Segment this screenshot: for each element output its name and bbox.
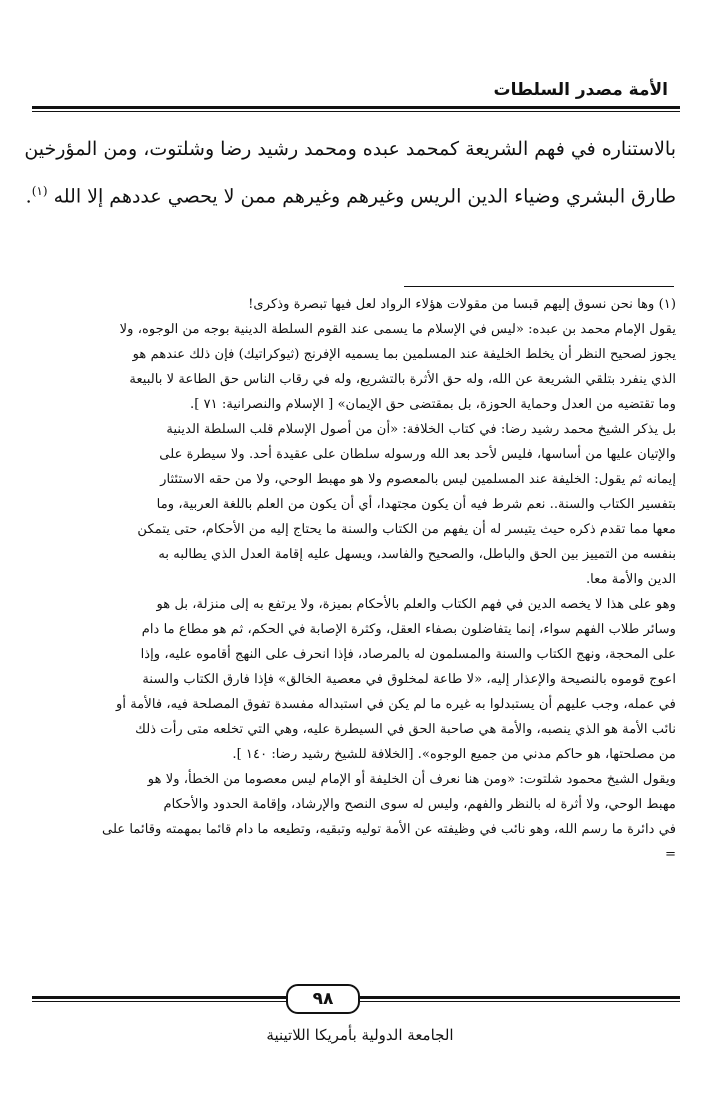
footnote-line: الذي ينفرد بتلقي الشريعة عن الله، وله حق الأثرة بالتشريع، وله في رقاب الناس حق الطاعة لا بالبيعة — [129, 372, 676, 387]
footnote-continuation-mark: = — [664, 847, 676, 862]
footnote-line: يجوز لصحيح النظر أن يخلط الخليفة عند المسلمين بما يسميه الإفرنج (ثيوكراتيك) فإن ذلك عندهم هو — [132, 347, 676, 362]
footnote-line: الدين والأمة معا. — [585, 572, 676, 587]
body-text — [24, 128, 676, 217]
footnote-line: والإتيان عليها من أساسها، فليس لأحد بعد الله ورسوله سلطان على عقيدة أحد. ولا سيطرة على — [159, 447, 676, 462]
page-number: ٩٨ — [286, 984, 360, 1014]
footnote-line: على المحجة، ونهج الكتاب والسنة والمسلمون له بالمرصاد، فإذا انحرف على النهج أقاموه عليه، وإذا — [140, 647, 676, 662]
footnote-line: نائب الأمة هو الذي ينصبه، والأمة هي صاحبة الحق في السيطرة عليه، وهي التي تخلعه متى رأت ذلك — [135, 722, 676, 737]
body-line-1: بالاستناره في فهم الشريعة كمحمد عبده ومحمد رشيد رضا وشلتوت، ومن المؤرخين — [24, 138, 676, 160]
footnote-line: يقول الإمام محمد بن عبده: «ليس في الإسلام ما يسمى عند القوم السلطة الدينية بوجه من الوجوه، ولا — [119, 322, 676, 337]
footnote-line: في عمله، وجب عليهم أن يستبدلوا به غيره ما لم يكن في استبداله مفسدة تفوق المصلحة فيه، فالأمة أو — [116, 697, 676, 712]
footnote-reference[interactable]: (١) — [31, 184, 48, 198]
footnote-line: وهو على هذا لا يخصه الدين في فهم الكتاب والعلم بالأحكام بميزة، ولا يرتفع به إلى منزلة، بل هو — [156, 597, 676, 612]
footnote-line: بتفسير الكتاب والسنة.. نعم شرط فيه أن يكون مجتهدا، أي أن يكون من العلم باللغة العربية، وما — [156, 497, 676, 512]
footer-publisher: الجامعة الدولية بأمريكا اللاتينية — [266, 1026, 454, 1044]
footnote-line: ويقول الشيخ محمود شلتوت: «ومن هنا نعرف أن الخليفة أو الإمام ليس معصوما من الخطأ، ولا هو — [147, 772, 676, 787]
footnote-line: بنفسه من التمييز بين الحق والباطل، والصحيح والفاسد، ويسهل عليه إقامة العدل الذي يطالبه به — [158, 547, 676, 562]
footnote-line: (١) وها نحن نسوق إليهم قبسا من مقولات هؤلاء الرواد لعل فيها تبصرة وذكرى! — [248, 297, 676, 312]
footnotes — [36, 292, 676, 867]
footnote-line: اعوج قوموه بالنصيحة والإعذار إليه، «لا طاعة لمخلوق في معصية الخالق» فإذا فارق الكتاب والسنة — [142, 672, 676, 687]
footnote-line: معها مما تقدم ذكره حيث يتيسر له أن يفهم من الكتاب والسنة ما يحتاج إليه من الأحكام، حتى يتمكن — [137, 522, 676, 537]
footnote-line: مهبط الوحي، ولا أثرة له بالنظر والفهم، وليس له سوى النصح والإرشاد، وإقامة الحدود والأحكام — [163, 797, 676, 812]
footnote-line: بل يذكر الشيخ محمد رشيد رضا: في كتاب الخلافة: «أن من أصول الإسلام قلب السلطة الدينية — [166, 422, 676, 437]
body-line-2 — [25, 170, 676, 217]
end-punctuation: . — [25, 185, 32, 208]
footnote-line: وما تقتضيه من العدل وحماية الحوزة، بل بمقتضى حق الإيمان» [ الإسلام والنصرانية: ٧١ ]. — [190, 397, 676, 412]
footnote-line: وسائر طلاب الفهم سواء، إنما يتفاضلون بصفاء العقل، وكثرة الإصابة في الحكم، ثم هو مطاع ما دام — [141, 622, 676, 637]
header-rule — [32, 106, 680, 109]
running-header: الأمة مصدر السلطات — [493, 80, 668, 100]
body-line-2-text: طارق البشري وضياء الدين الريس وغيرهم وغيرهم ممن لا يحصي عددهم إلا الله — [53, 185, 676, 208]
footnote-line: إيمانه ثم يقول: الخليفة عند المسلمين ليس بالمعصوم ولا هو مهبط الوحي، ولا من حقه الاستئثار — [160, 472, 676, 487]
footnote-line: في دائرة ما رسم الله، وهو نائب في وظيفته عن الأمة توليه وتبقيه، وتطيعه ما دام قائما بمهمته وقائما على — [101, 822, 676, 837]
header-rule-thin — [32, 111, 680, 112]
footnote-separator — [404, 286, 674, 287]
footnote-line: من مصلحتها، هو حاكم مدني من جميع الوجوه». [الخلافة للشيخ رشيد رضا: ١٤٠ ]. — [232, 747, 676, 762]
